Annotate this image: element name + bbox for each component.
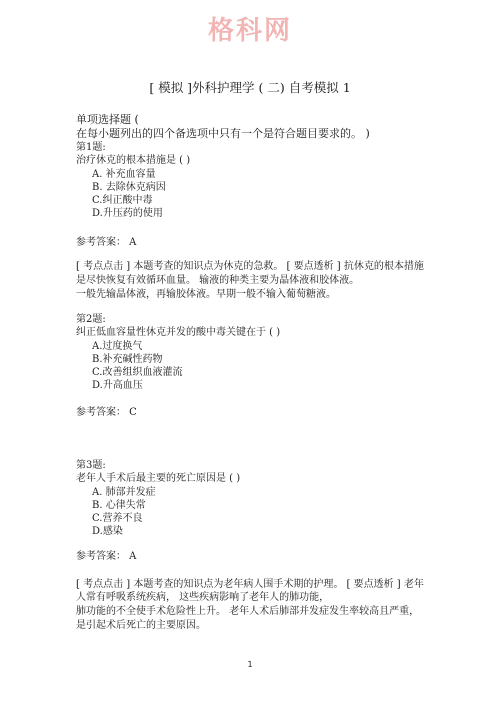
analysis-line: 肺功能的不全使手术危险性上升。 老年人术后肺部并发症发生率较高且严重，: [76, 606, 420, 617]
option: B. 去除休克病因: [92, 182, 166, 193]
question-stem: 纠正低血容量性休克并发的酸中毒关键在于 ( ): [76, 327, 281, 338]
analysis-line: [ 考点点击 ] 本题考查的知识点为老年病人围手术期的护理。 [ 要点透析 ] 老年: [76, 579, 424, 590]
option: D.升高血压: [92, 380, 143, 391]
option: A. 补充血容量: [92, 169, 156, 180]
option: A.过度换气: [92, 341, 143, 352]
option: B.补充碱性药物: [92, 354, 163, 365]
analysis-line: 人常有呼吸系统疾病， 这些疾病影响了老年人的肺功能，: [76, 592, 330, 603]
section-instruction: 在每小题列出的四个备选项中只有一个是符合题目要求的。 ): [76, 127, 370, 140]
section-heading: 单项选择题 (: [76, 113, 139, 126]
option: C.纠正酸中毒: [92, 195, 153, 206]
analysis-line: 是尽快恢复有效循环血量。 输液的种类主要为晶体液和胶体液。: [76, 275, 360, 286]
answer: 参考答案： A: [76, 551, 137, 562]
question-number: 第1题:: [76, 142, 106, 153]
question-number: 第3题:: [76, 460, 106, 471]
page-number: 1: [247, 660, 253, 669]
analysis-line: 是引起术后死亡的主要原因。: [76, 620, 206, 631]
analysis-line: [ 考点点击 ] 本题考查的知识点为休克的急救。 [ 要点透析 ] 抗休克的根本措施: [76, 261, 424, 272]
option: A. 肺部并发症: [92, 487, 156, 498]
option: C.改善组织血液灌流: [92, 367, 183, 378]
option: D.感染: [92, 526, 123, 537]
analysis-line: 一般先输晶体液，再输胶体液。早期一般不输入葡萄糖液。: [76, 289, 336, 300]
answer: 参考答案： A: [76, 237, 137, 248]
watermark-logo: 格科网: [207, 16, 292, 46]
question-number: 第2题:: [76, 314, 106, 325]
page-title: [ 模拟 ]外科护理学 ( 二) 自考模拟 1: [149, 80, 351, 95]
answer: 参考答案： C: [76, 407, 137, 418]
option: C.营养不良: [92, 513, 143, 524]
question-stem: 老年人手术后最主要的死亡原因是 ( ): [76, 473, 241, 484]
option: D.升压药的使用: [92, 208, 163, 219]
question-stem: 治疗休克的根本措施是 ( ): [76, 155, 191, 166]
option: B. 心律失常: [92, 500, 146, 511]
